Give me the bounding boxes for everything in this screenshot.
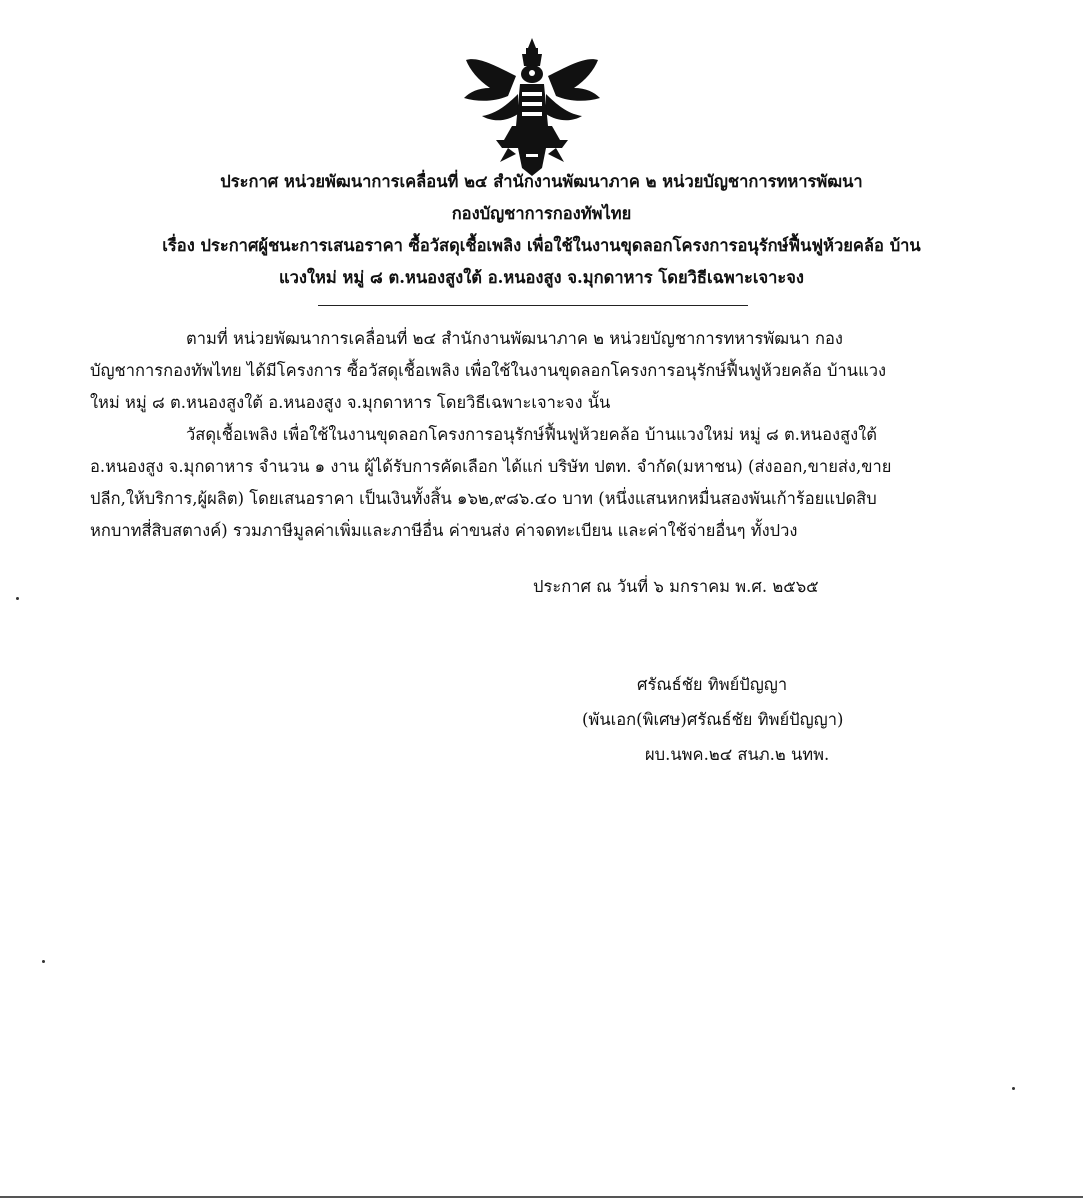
- paragraph-2-line-3: ปลีก,ให้บริการ,ผู้ผลิต) โดยเสนอราคา เป็นเงินทั้งสิ้น ๑๖๒,๙๘๖.๔๐ บาท (หนึ่งแสนหกหมื่นสองพันเก้าร้อยแปดสิบ: [90, 489, 877, 508]
- heading-divider: [318, 305, 748, 306]
- paragraph-1-line-3: ใหม่ หมู่ ๘ ต.หนองสูงใต้ อ.หนองสูง จ.มุกดาหาร โดยวิธีเฉพาะเจาะจง นั้น: [90, 393, 611, 412]
- heading-line-1: ประกาศ หน่วยพัฒนาการเคลื่อนที่ ๒๔ สำนักงานพัฒนาภาค ๒ หน่วยบัญชาการทหารพัฒนา: [220, 172, 863, 191]
- paragraph-2-line-1: วัสดุเชื้อเพลิง เพื่อใช้ในงานขุดลอกโครงการอนุรักษ์ฟื้นฟูห้วยคล้อ บ้านแวงใหม่ หมู่ ๘ ต.หนองสูงใต้: [186, 425, 877, 444]
- heading-line-2: กองบัญชาการกองทัพไทย: [451, 204, 632, 223]
- garuda-emblem-icon: [456, 36, 608, 176]
- signature-name: ศรัณธ์ชัย ทิพย์ปัญญา: [637, 675, 788, 694]
- paragraph-2-line-2: อ.หนองสูง จ.มุกดาหาร จำนวน ๑ งาน ผู้ได้รับการคัดเลือก ได้แก่ บริษัท ปตท. จำกัด(มหาชน) (ส่งออก,ขายส่ง,ขาย: [90, 457, 892, 476]
- paragraph-1-line-2: บัญชาการกองทัพไทย ได้มีโครงการ ซื้อวัสดุเชื้อเพลิง เพื่อใช้ในงานขุดลอกโครงการอนุรักษ์ฟื้นฟูห้วยคล้อ บ้านแวง: [90, 361, 887, 380]
- heading-subject-line-1: เรื่อง ประกาศผู้ชนะการเสนอราคา ซื้อวัสดุเชื้อเพลิง เพื่อใช้ในงานขุดลอกโครงการอนุรักษ์ฟื้นฟูห้วยคล้อ บ้าน: [162, 236, 921, 255]
- page-bottom-edge: [0, 1196, 1083, 1198]
- signatory-position: ผบ.นพค.๒๔ สนภ.๒ นทพ.: [645, 745, 830, 764]
- announcement-date: ประกาศ ณ วันที่ ๖ มกราคม พ.ศ. ๒๕๖๕: [533, 577, 819, 596]
- paragraph-1-line-1: ตามที่ หน่วยพัฒนาการเคลื่อนที่ ๒๔ สำนักงานพัฒนาภาค ๒ หน่วยบัญชาการทหารพัฒนา กอง: [186, 329, 843, 348]
- signatory-full-name: (พันเอก(พิเศษ)ศรัณธ์ชัย ทิพย์ปัญญา): [582, 710, 844, 729]
- heading-subject-line-2: แวงใหม่ หมู่ ๘ ต.หนองสูงใต้ อ.หนองสูง จ.มุกดาหาร โดยวิธีเฉพาะเจาะจง: [279, 268, 804, 287]
- scan-speck: [42, 960, 45, 963]
- scan-speck: [1012, 1087, 1015, 1090]
- scan-speck: [16, 597, 19, 600]
- paragraph-2-line-4: หกบาทสี่สิบสตางค์) รวมภาษีมูลค่าเพิ่มและภาษีอื่น ค่าขนส่ง ค่าจดทะเบียน และค่าใช้จ่ายอื่นๆ ทั้งปวง: [90, 521, 798, 540]
